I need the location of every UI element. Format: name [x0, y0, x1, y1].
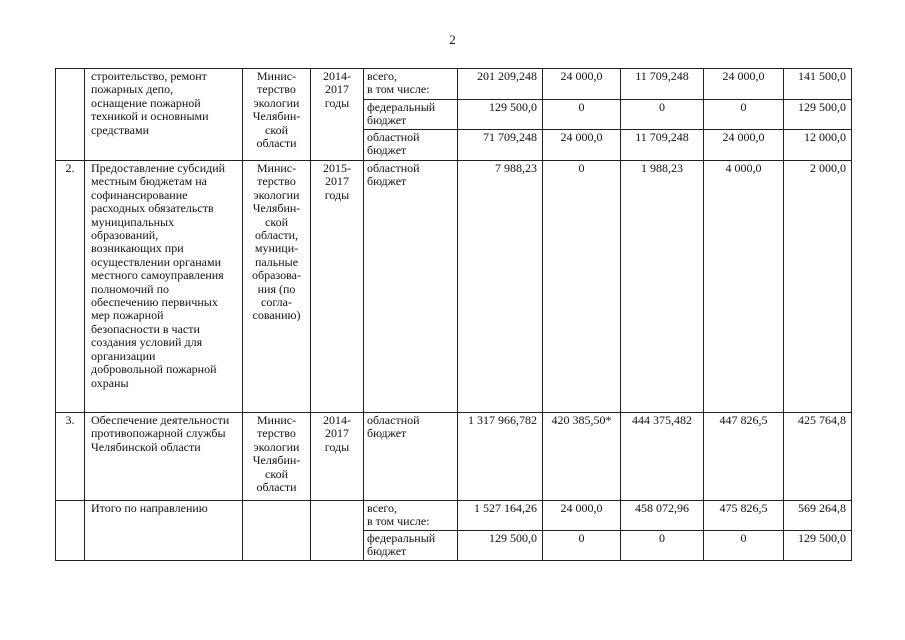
value-2014: 0 — [543, 161, 621, 413]
measure-name-line: расходных обязательств — [91, 201, 214, 216]
executor-line: пальные — [254, 254, 299, 269]
executor-line: терство — [257, 174, 296, 189]
period-line: 2014- — [323, 413, 351, 427]
executor — [243, 161, 311, 413]
funding-source — [364, 130, 458, 161]
executor — [243, 501, 311, 561]
measure-name-line: охраны — [91, 375, 129, 390]
value-2016: 24 000,0 — [704, 130, 784, 161]
measure-name-line: муниципальных — [91, 214, 175, 229]
measure-name-line: безопасности в части — [91, 321, 200, 336]
value-2014: 420 385,50* — [543, 413, 621, 501]
measure-name-line: возникающих при — [91, 241, 184, 256]
measure-name-line: мер пожарной — [91, 308, 164, 323]
funding-source-line: областной — [367, 130, 420, 144]
measure-name-line: софинансирование — [91, 187, 188, 202]
measure-name-line: средствами — [91, 122, 150, 137]
period — [311, 161, 364, 413]
funding-source — [364, 501, 458, 531]
measure-name-line: образований, — [91, 228, 159, 243]
value-total: 1 527 164,26 — [458, 501, 543, 531]
funding-source — [364, 161, 458, 413]
executor — [243, 69, 311, 161]
measure-name-line: оснащение пожарной — [91, 95, 201, 110]
value-total: 129 500,0 — [458, 531, 543, 561]
executor-line: Минис- — [256, 161, 297, 175]
executor-line: Челябин- — [252, 109, 301, 124]
executor-line: муници- — [254, 241, 299, 256]
row-number: 3. — [56, 413, 85, 501]
row-number — [56, 69, 85, 161]
funding-source — [364, 69, 458, 100]
measure-name-line: пожарных депо, — [91, 82, 174, 97]
value-2016: 4 000,0 — [704, 161, 784, 413]
table-row — [56, 161, 852, 413]
value-2015: 11 709,248 — [621, 130, 704, 161]
table-row — [56, 69, 852, 100]
value-total: 7 988,23 — [458, 161, 543, 413]
executor-line: Минис- — [256, 413, 297, 427]
funding-source-line: бюджет — [367, 544, 407, 559]
value-2015: 458 072,96 — [621, 501, 704, 531]
value-2015: 0 — [621, 100, 704, 130]
period-line: 2017 — [325, 174, 349, 189]
period-line: 2014- — [323, 69, 351, 83]
row-number — [56, 501, 85, 561]
value-total: 71 709,248 — [458, 130, 543, 161]
period-line: 2017 — [325, 426, 349, 441]
measure-name-line: создания условий для — [91, 335, 203, 350]
measure-name-line: организации — [91, 348, 156, 363]
executor-line: ской — [265, 214, 288, 229]
period — [311, 501, 364, 561]
executor-line: области, — [254, 228, 299, 243]
value-2016: 24 000,0 — [704, 69, 784, 100]
funding-source-line: федеральный — [367, 100, 436, 114]
measure-name-line: Обеспечение деятельности — [91, 413, 230, 427]
value-2015: 444 375,482 — [621, 413, 704, 501]
page-number: 2 — [449, 32, 456, 47]
funding-source-line: всего, — [367, 69, 398, 83]
funding-source — [364, 413, 458, 501]
measure-name-line: местным бюджетам на — [91, 174, 207, 189]
value-2017: 2 000,0 — [784, 161, 852, 413]
funding-source-line: областной — [367, 413, 420, 427]
executor-line: области — [256, 480, 297, 495]
value-total: 201 209,248 — [458, 69, 543, 100]
value-2017: 12 000,0 — [784, 130, 852, 161]
measure-name-line: строительство, ремонт — [91, 69, 207, 83]
value-2016: 475 826,5 — [704, 501, 784, 531]
executor-line: ния (по — [257, 281, 296, 296]
value-2017: 569 264,8 — [784, 501, 852, 531]
table-row — [56, 501, 852, 531]
measure-name-line: обеспечению первичных — [91, 295, 218, 310]
value-total: 129 500,0 — [458, 100, 543, 130]
executor-line: экологии — [253, 439, 300, 454]
funding-source-line: бюджет — [367, 174, 407, 189]
value-2014: 0 — [543, 531, 621, 561]
period — [311, 69, 364, 161]
measure-name-line: полномочий по — [91, 281, 170, 296]
period-line: годы — [324, 95, 350, 110]
executor-line: области — [256, 136, 297, 151]
measure-name-line: Челябинской области — [91, 439, 201, 454]
funding-source — [364, 100, 458, 130]
executor-line: сованию) — [252, 308, 301, 323]
period-line: годы — [324, 187, 350, 202]
value-2015: 11 709,248 — [621, 69, 704, 100]
executor-line: образова- — [252, 268, 301, 283]
funding-source-line: всего, — [367, 501, 398, 515]
value-2015: 1 988,23 — [621, 161, 704, 413]
funding-source-line: областной — [367, 161, 420, 175]
value-2014: 0 — [543, 100, 621, 130]
value-2016: 0 — [704, 100, 784, 130]
value-2016: 447 826,5 — [704, 413, 784, 501]
value-2017: 425 764,8 — [784, 413, 852, 501]
funding-source-line: в том числе: — [367, 82, 430, 97]
table-row — [56, 413, 852, 501]
value-2014: 24 000,0 — [543, 501, 621, 531]
measure-name-line: техникой и основными — [91, 109, 209, 124]
measure-name-line: добровольной пожарной — [91, 362, 217, 377]
funding-source-line: бюджет — [367, 113, 407, 128]
period — [311, 413, 364, 501]
executor-line: Челябин- — [252, 453, 301, 468]
value-2016: 0 — [704, 531, 784, 561]
executor-line: экологии — [253, 187, 300, 202]
executor-line: терство — [257, 82, 296, 97]
measure-name-line: Предоставление субсидий — [91, 161, 226, 175]
funding-source-line: бюджет — [367, 426, 407, 441]
value-2014: 24 000,0 — [543, 69, 621, 100]
funding-source-line: в том числе: — [367, 514, 430, 529]
funding-source — [364, 531, 458, 561]
measure-name — [85, 161, 243, 413]
value-2017: 141 500,0 — [784, 69, 852, 100]
executor — [243, 413, 311, 501]
measure-name-line: противопожарной службы — [91, 426, 226, 441]
value-2015: 0 — [621, 531, 704, 561]
executor-line: Минис- — [256, 69, 297, 83]
period-line: годы — [324, 439, 350, 454]
measure-name-line: осуществлении органами — [91, 254, 222, 269]
value-total: 1 317 966,782 — [458, 413, 543, 501]
measure-name — [85, 501, 243, 561]
period-line: 2017 — [325, 82, 349, 97]
funding-source-line: бюджет — [367, 143, 407, 158]
executor-line: ской — [265, 466, 288, 481]
measure-name — [85, 69, 243, 161]
value-2017: 129 500,0 — [784, 100, 852, 130]
executor-line: терство — [257, 426, 296, 441]
funding-source-line: федеральный — [367, 531, 436, 545]
executor-line: ской — [265, 122, 288, 137]
measure-name-line: Итого по направлению — [91, 501, 208, 515]
measure-name-line: местного самоуправления — [91, 268, 224, 283]
executor-line: согла- — [261, 295, 292, 310]
value-2014: 24 000,0 — [543, 130, 621, 161]
measure-name — [85, 413, 243, 501]
budget-table — [55, 68, 852, 561]
period-line: 2015- — [323, 161, 351, 175]
row-number: 2. — [56, 161, 85, 413]
value-2017: 129 500,0 — [784, 531, 852, 561]
executor-line: экологии — [253, 95, 300, 110]
executor-line: Челябин- — [252, 201, 301, 216]
